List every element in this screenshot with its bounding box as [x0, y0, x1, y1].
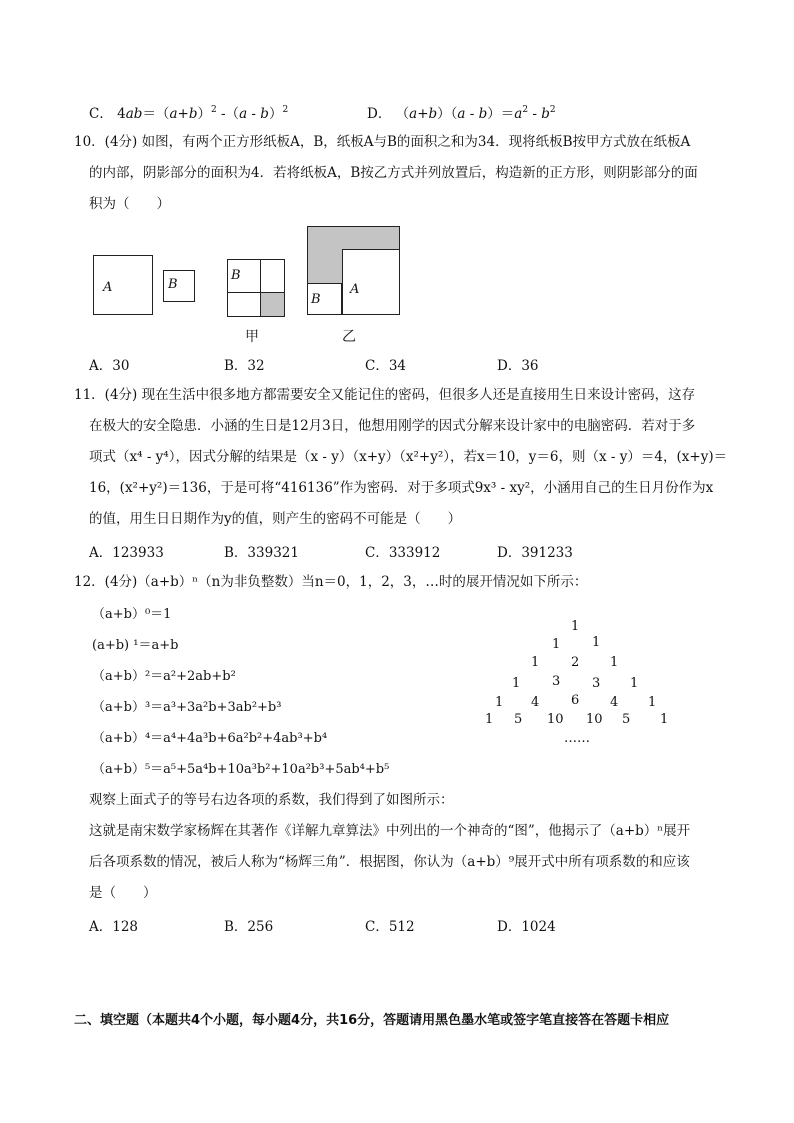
tri-r4-c3: 4 — [610, 695, 619, 710]
square-b-label: B — [168, 277, 178, 292]
q10-option-b: B．32 — [224, 358, 265, 374]
tri-r5-c3: 10 — [586, 712, 603, 727]
q11-line-4: 16，(x²+y²)＝136，于是可将“416136”作为密码．对于多项式9x³ - xy²，小涵用自己的生日月份作为x — [89, 480, 714, 496]
q10-option-d: D．36 — [497, 358, 539, 374]
jia-caption: 甲 — [245, 329, 259, 345]
yi-b-label: B — [311, 292, 321, 307]
section-2-heading: 二、填空题（本题共4个小题，每小题4分，共16分，答题请用黑色墨水笔或签字笔直接答在答题卡相应 — [74, 1013, 670, 1028]
expansion-5: （a+b）⁵＝a⁵+5a⁴b+10a³b²+10a²b³+5ab⁴+b⁵ — [92, 762, 390, 777]
tri-r0-c0: 1 — [571, 619, 580, 634]
q11-line-3: 项式（x⁴ - y⁴），因式分解的结果是（x - y）（x+y）（x²+y²），若x＝10，y＝6，则（x - y）＝4，(x+y)＝ — [89, 449, 728, 465]
tri-r3-c0: 1 — [512, 676, 521, 691]
expansion-4: （a+b）⁴＝a⁴+4a³b+6a²b²+4ab³+b⁴ — [92, 731, 328, 746]
q9-option-c: C． $4ab=(a+b)^2$ -（a - b）$^2$ — [89, 105, 289, 122]
q12-option-a: A．128 — [89, 919, 139, 935]
q10-line-1: 10．(4分) 如图，有两个正方形纸板A，B，纸板A与B的面积之和为34．现将纸板B按甲方式放在纸板A — [74, 134, 691, 150]
yi-shaded-left — [308, 249, 342, 283]
tri-r3-c1: 3 — [552, 674, 561, 689]
q12-line-5: 是（ ） — [89, 885, 157, 901]
q11-line-5: 的值，用生日日期作为y的值，则产生的密码不可能是（ ） — [89, 511, 462, 527]
q10-line-3: 积为（ ） — [89, 196, 170, 212]
tri-r4-c4: 1 — [648, 695, 657, 710]
q12-option-b: B．256 — [224, 919, 274, 935]
expansion-3: （a+b）³＝a³+3a²b+3ab²+b³ — [92, 700, 282, 715]
jia-vertical-line — [260, 259, 261, 317]
q10-line-2: 的内部，阴影部分的面积为4．若将纸板A，B按乙方式并列放置后，构造新的正方形，则阴影部分的面 — [89, 165, 698, 181]
yi-shaded-top — [308, 227, 399, 249]
tri-r4-c2: 6 — [571, 693, 580, 708]
tri-r5-c4: 5 — [622, 712, 631, 727]
expansion-2: （a+b）²＝a²+2ab+b² — [92, 669, 236, 684]
square-a — [93, 255, 153, 315]
expansion-1: (a+b) ¹＝a+b — [92, 638, 179, 653]
tri-r5-c1: 5 — [514, 712, 523, 727]
tri-r3-c2: 3 — [592, 676, 601, 691]
q11-line-1: 11．(4分) 现在生活中很多地方都需要安全又能记住的密码，但很多人还是直接用生日来设计密码，这存 — [74, 387, 696, 403]
q11-option-c: C．333912 — [365, 545, 441, 561]
yi-caption: 乙 — [342, 329, 356, 345]
tri-r4-c0: 1 — [495, 695, 504, 710]
jia-b-label: B — [231, 268, 241, 283]
q10-option-a: A．30 — [89, 358, 130, 374]
q12-option-c: C．512 — [365, 919, 415, 935]
q12-line-4: 后各项系数的情况，被后人称为“杨辉三角”．根据图，你认为（a+b）⁹展开式中所有项系数的和应该 — [89, 854, 690, 870]
tri-r2-c2: 1 — [610, 655, 619, 670]
jia-horizontal-line — [227, 292, 285, 293]
q10-option-c: C．34 — [365, 358, 407, 374]
q12-option-d: D．1024 — [497, 919, 556, 935]
yi-a-label: A — [350, 282, 360, 297]
q12-line-2: 观察上面式子的等号右边各项的系数，我们得到了如图所示： — [89, 792, 454, 808]
q11-option-d: D．391233 — [497, 545, 573, 561]
square-a-label: A — [103, 280, 113, 295]
tri-r2-c1: 2 — [571, 655, 580, 670]
q9-option-d: D． $(a+b)(a - b)=a^2 - b^2$ — [367, 105, 556, 122]
tri-r5-c2: 10 — [547, 712, 564, 727]
tri-ellipsis: …… — [564, 731, 590, 746]
q11-line-2: 在极大的安全隐患．小涵的生日是12月3日，他想用刚学的因式分解来设计家中的电脑密码．若对于多 — [89, 418, 696, 434]
q11-option-a: A．123933 — [89, 545, 164, 561]
tri-r2-c0: 1 — [531, 655, 540, 670]
q12-line-3: 这就是南宋数学家杨辉在其著作《详解九章算法》中列出的一个神奇的“图”，他揭示了（a+b）ⁿ展开 — [89, 823, 691, 839]
tri-r4-c1: 4 — [531, 695, 540, 710]
tri-r1-c1: 1 — [592, 635, 601, 650]
tri-r3-c3: 1 — [630, 676, 639, 691]
tri-r1-c0: 1 — [552, 637, 561, 652]
tri-r5-c5: 1 — [660, 712, 669, 727]
expansion-0: （a+b）⁰＝1 — [92, 607, 172, 622]
q12-line-1: 12．(4分)（a+b）ⁿ（n为非负整数）当n＝0，1，2，3，…时的展开情况如下所示： — [74, 574, 588, 590]
jia-shaded-region — [260, 293, 284, 316]
tri-r5-c0: 1 — [485, 712, 494, 727]
q11-option-b: B．339321 — [224, 545, 299, 561]
